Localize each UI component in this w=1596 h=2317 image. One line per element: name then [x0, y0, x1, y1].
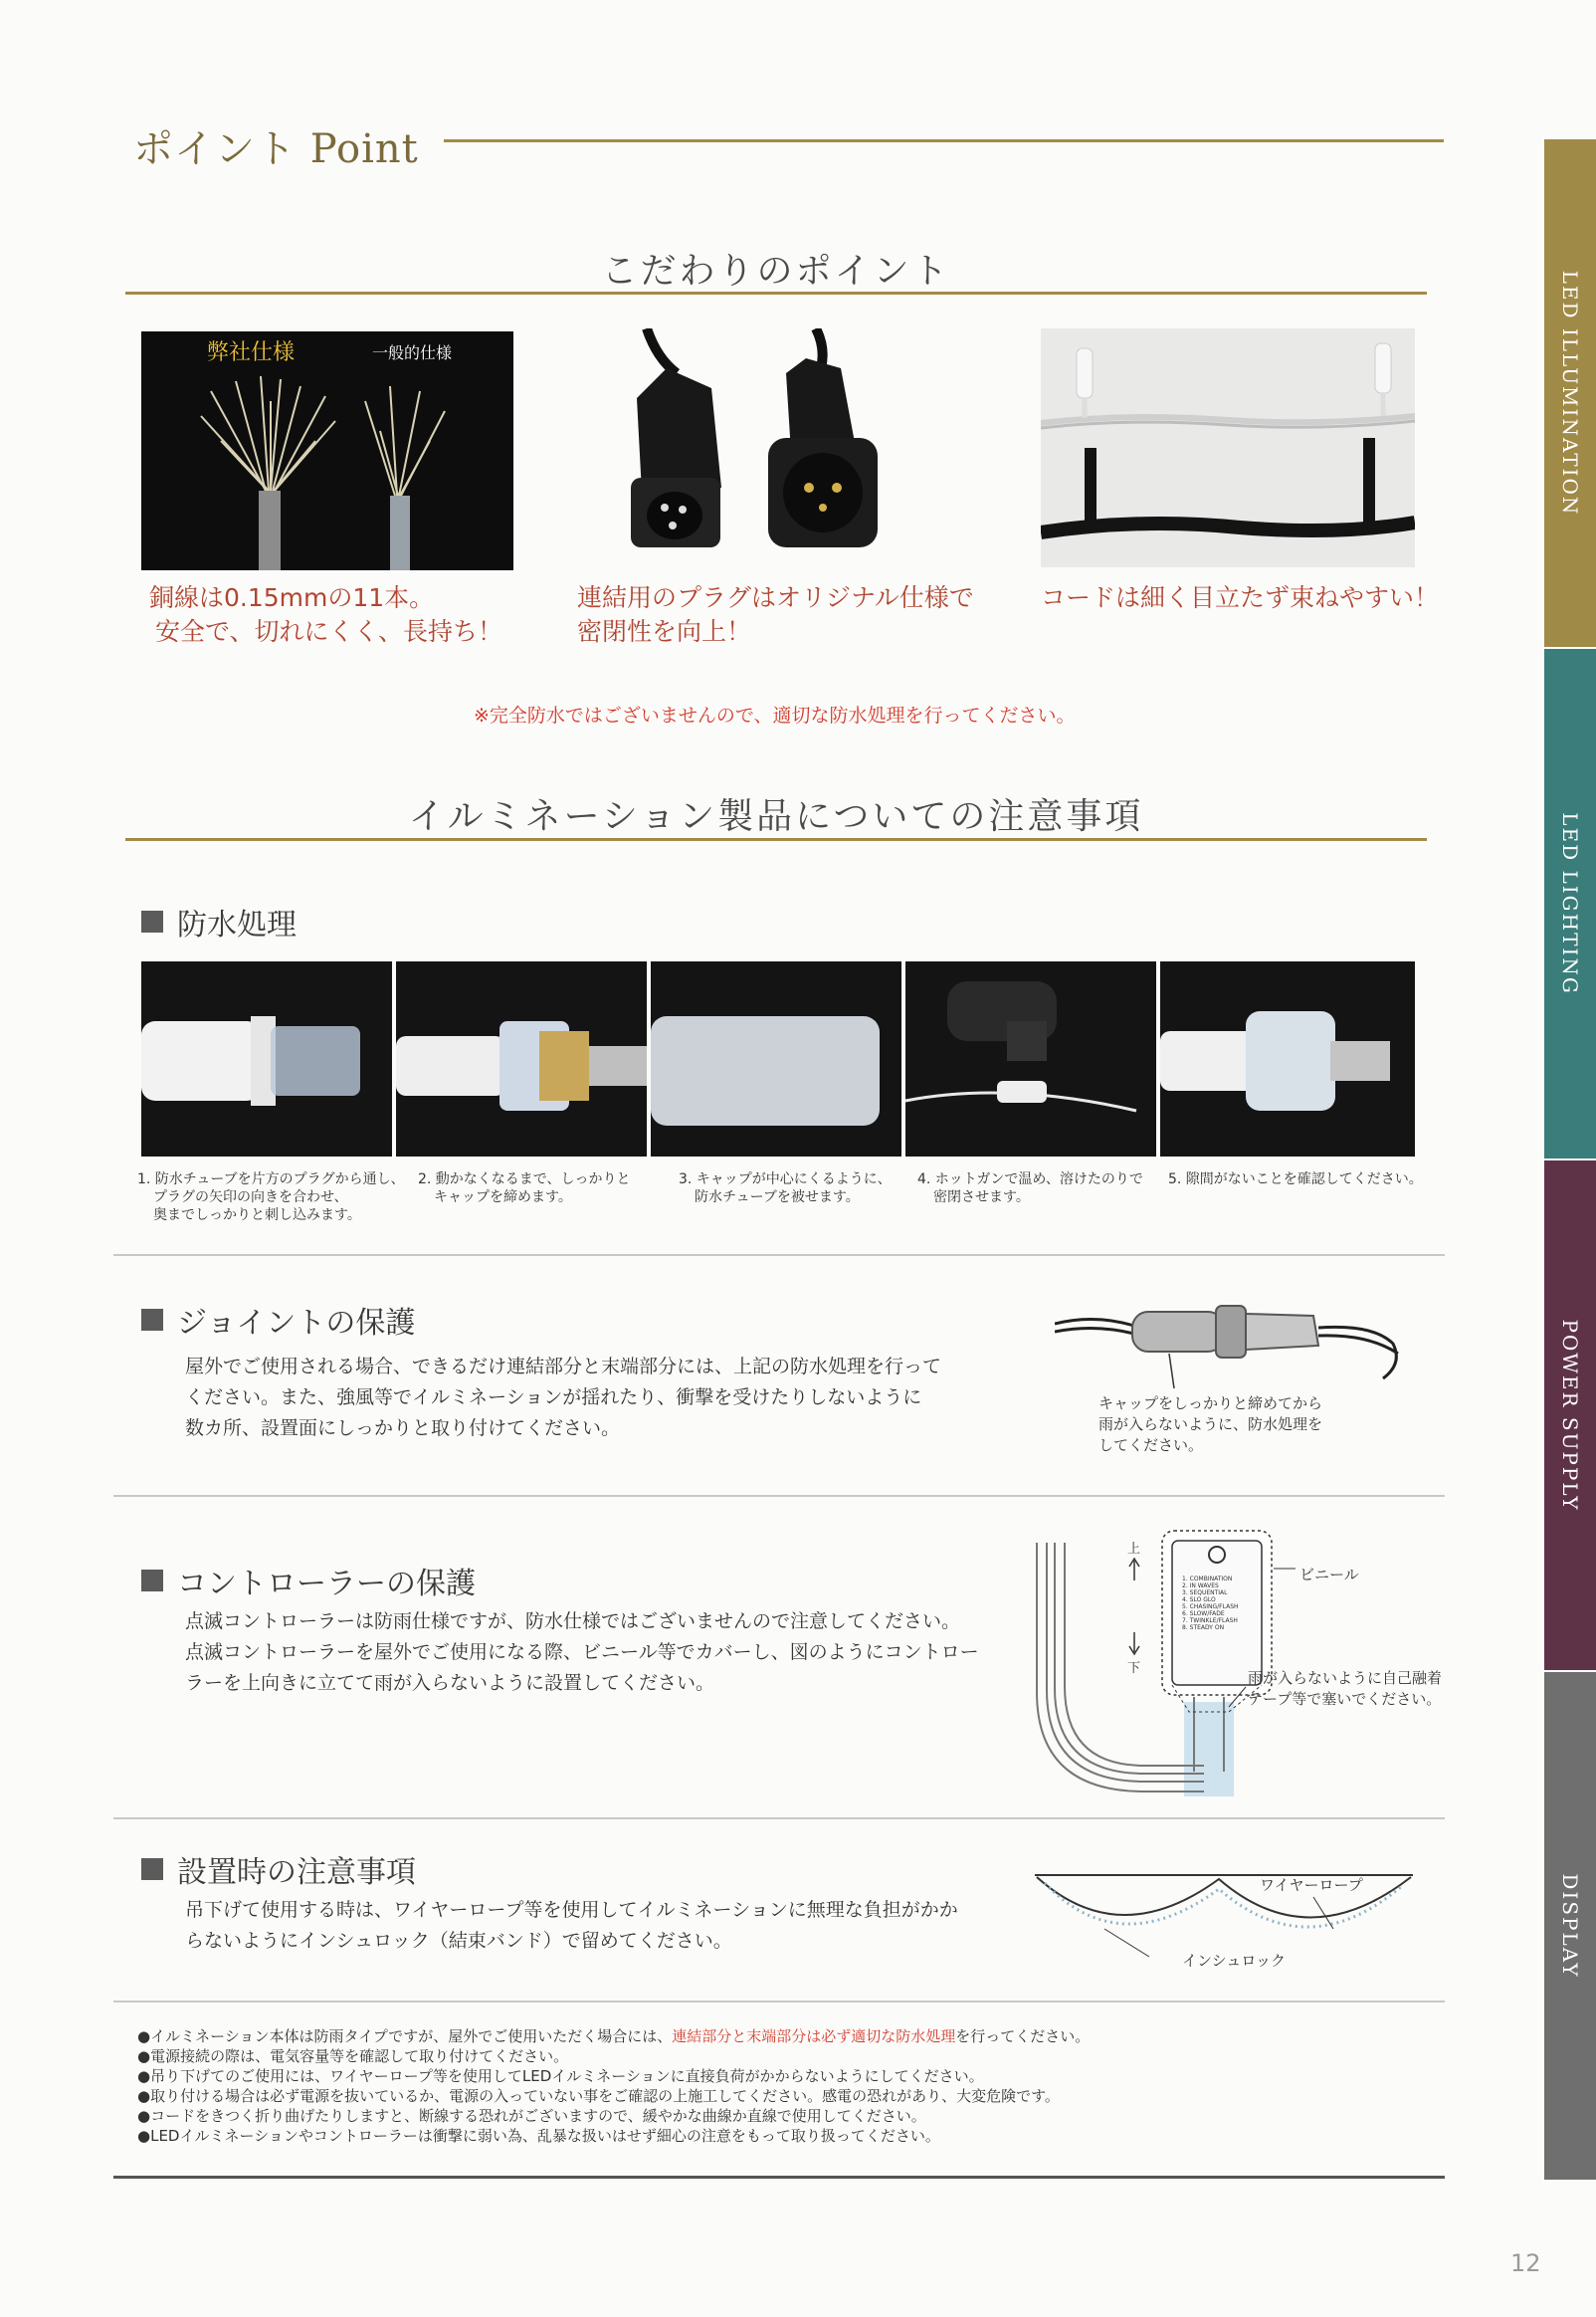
note-item: ●取り付ける場合は必ず電源を抜いているか、電源の入っていない事をご確認の上施工してください。感電の恐れがあり、大変危険です。	[137, 2087, 1060, 2105]
wire-rope-label: ワイヤーロープ	[1260, 1876, 1363, 1894]
points-rule	[125, 292, 1427, 295]
divider	[113, 1254, 1445, 1256]
tape-caption: 雨が入らないように自己融着 テープ等で塞いでください。	[1248, 1669, 1443, 1708]
joint-text: 屋外でご使用される場合、できるだけ連結部分と末端部分には、上記の防水処理を行って ください。また、強風等でイルミネーションが揺れたり、衝撃を受けたりしないように 数カ所、設置面にしっかりと取り付けてください。	[185, 1356, 942, 1439]
install-heading: 設置時の注意事項	[141, 1847, 416, 1891]
tab-led-illumination[interactable]: LED ILLUMINATION	[1544, 139, 1596, 647]
bullet-square-icon	[141, 1858, 163, 1880]
page-title: ポイント Point	[133, 126, 419, 172]
controller-figure	[1025, 1523, 1443, 1811]
mode-label: 2. IN WAVES	[1182, 1582, 1219, 1589]
insulock-label: インシュロック	[1182, 1952, 1287, 1970]
waterproof-step-5: 5. 隙間がないことを確認してください。	[1168, 1171, 1423, 1187]
cord-caption: コードは細く目立たず束ねやすい！	[1041, 583, 1440, 612]
notes-list	[137, 2026, 1090, 2146]
joint-figure	[1055, 1284, 1423, 1393]
bullet-square-icon	[141, 1570, 163, 1591]
plug-photo	[617, 328, 933, 567]
title-rule	[444, 139, 1444, 142]
points-section-title: こだわりのポイント	[601, 251, 951, 292]
ours-spec-label: 弊社仕様	[207, 340, 296, 365]
up-label: 上	[1127, 1542, 1141, 1557]
note-item: ●コードをきつく折り曲げたりしますと、断線する恐れがございますので、緩やかな曲線か直線で使用してください。	[137, 2107, 926, 2125]
mode-label: 6. SLOW/FADE	[1182, 1610, 1225, 1617]
waterproof-step-1: 1. 防水チューブを片方のプラグから通し、 プラグの矢印の向きを合わせ、 奥までしっかりと刺し込みます。	[137, 1171, 405, 1223]
waterproof-step-3: 3. キャップが中心にくるように、 防水チューブを被せます。	[679, 1171, 892, 1205]
copper-wire-photo	[141, 331, 513, 570]
waterproof-steps-photos	[141, 961, 1415, 1157]
copper-wire-illustration	[141, 331, 513, 570]
cord-illustration	[1041, 328, 1415, 567]
tab-display[interactable]: DISPLAY	[1544, 1672, 1596, 2180]
divider	[113, 2001, 1445, 2002]
plug-caption: 連結用のプラグはオリジナル仕様で 密閉性を向上！	[577, 583, 974, 646]
mode-label: 1. COMBINATION	[1182, 1576, 1233, 1582]
mode-label: 7. TWINKLE/FLASH	[1182, 1617, 1238, 1624]
waterproof-step-4: 4. ホットガンで温め、溶けたのりで 密閉させます。	[917, 1171, 1143, 1205]
waterproof-steps	[141, 961, 1415, 1157]
note-item: ●吊り下げてのご使用には、ワイヤーロープ等を使用してLEDイルミネーションに直接負荷がかからないようにしてください。	[137, 2067, 984, 2085]
joint-connector-illustration	[1055, 1284, 1423, 1393]
down-label: 下	[1127, 1661, 1141, 1676]
vinyl-label: ビニール	[1299, 1566, 1359, 1583]
mode-label: 5. CHASING/FLASH	[1182, 1603, 1239, 1610]
note-item: ●電源接続の際は、電気容量等を確認して取り付けてください。	[137, 2047, 569, 2065]
controller-heading: コントローラーの保護	[141, 1559, 476, 1602]
tab-led-lighting[interactable]: LED LIGHTING	[1544, 649, 1596, 1158]
bottom-rule	[113, 2176, 1445, 2179]
controller-text: 点滅コントローラーは防雨仕様ですが、防水仕様ではございませんので注意してください。 点滅コントローラーを屋外でご使用になる際、ビニール等でカバーし、図のようにコントロー ラーを上向きに立てて雨が入らないように設置してください。	[185, 1610, 979, 1694]
mode-label: 4. SLO GLO	[1182, 1596, 1216, 1603]
tab-power-supply[interactable]: POWER SUPPLY	[1544, 1160, 1596, 1670]
install-text: 吊下げて使用する時は、ワイヤーロープ等を使用してイルミネーションに無理な負担がかか らないようにインシュロック（結束バンド）で留めてください。	[185, 1899, 958, 1952]
joint-heading: ジョイントの保護	[141, 1298, 415, 1342]
bullet-square-icon	[141, 1309, 163, 1331]
cautions-rule	[125, 838, 1427, 841]
note-item: ●LEDイルミネーションやコントローラーは衝撃に弱い為、乱暴な扱いはせず細心の注意をもって取り扱ってください。	[137, 2127, 940, 2145]
joint-figure-caption: キャップをしっかりと締めてから 雨が入らないように、防水処理を してください。	[1098, 1394, 1323, 1454]
divider	[113, 1495, 1445, 1497]
page-number: 12	[1510, 2249, 1541, 2277]
mode-label: 3. SEQUENTIAL	[1182, 1589, 1228, 1596]
waterproof-warning: ※完全防水ではございませんので、適切な防水処理を行ってください。	[474, 705, 1076, 727]
copper-wire-caption: 銅線は0.15mmの11本。 安全で、切れにくく、長持ち！	[149, 583, 503, 646]
bullet-square-icon	[141, 911, 163, 933]
cord-photo	[1041, 328, 1415, 567]
divider	[113, 1817, 1445, 1819]
waterproof-step-2: 2. 動かなくなるまで、しっかりと キャップを締めます。	[418, 1171, 631, 1205]
plug-illustration	[617, 328, 933, 567]
cautions-section-title: イルミネーション製品についての注意事項	[408, 796, 1144, 837]
controller-illustration	[1025, 1523, 1443, 1811]
mode-label: 8. STEADY ON	[1182, 1624, 1225, 1631]
general-spec-label: 一般的仕様	[372, 343, 453, 362]
note-item: ●イルミネーション本体は防雨タイプですが、屋外でご使用いただく場合には、連結部分と末端部分は必ず適切な防水処理を行ってください。	[137, 2027, 1091, 2045]
waterproof-heading: 防水処理	[141, 900, 297, 944]
